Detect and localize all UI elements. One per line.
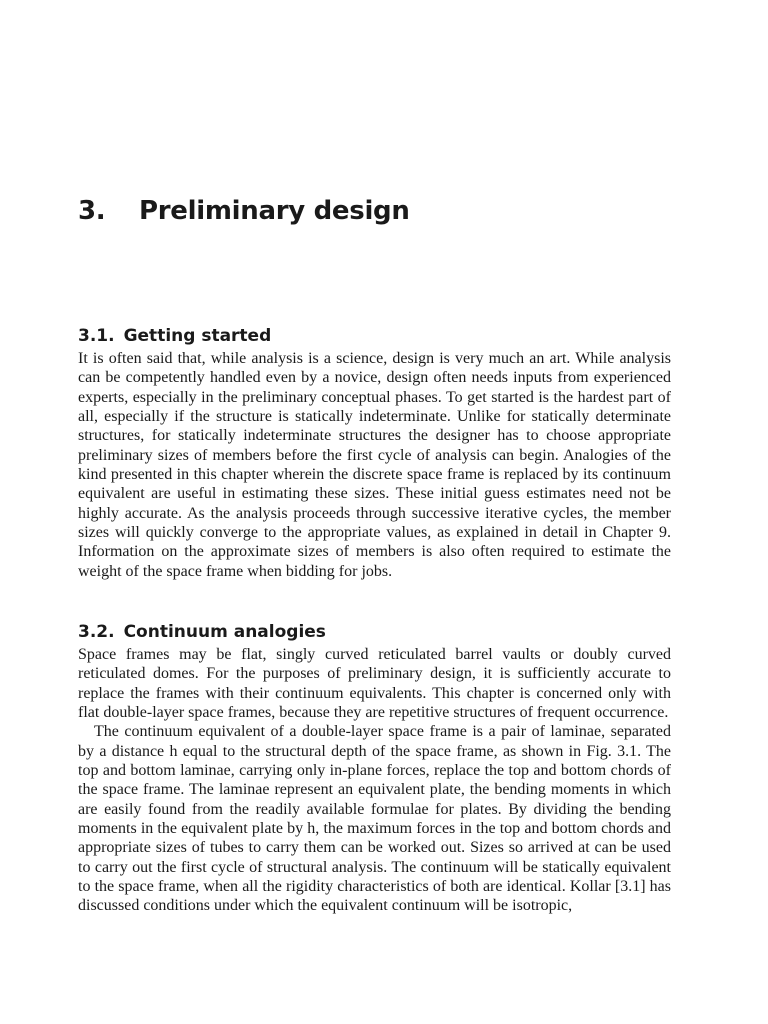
book-page — [78, 0, 671, 1024]
section-getting-started — [78, 323, 671, 581]
section-number: 3.1. — [78, 326, 115, 346]
section-heading — [78, 619, 671, 645]
body-paragraph: The continuum equivalent of a double-layer space frame is a pair of laminae, separated by a distance h equal to the structural depth of the space frame, as shown in Fig. 3.1. The top and bottom laminae, carrying only in-plane forces, replace the top and bottom chords of the space frame. The laminae represent an equivalent plate, the bending moments in which are easily found from the readily available formulae for plates. By dividing the bending moments in the equivalent plate by h, the maximum forces in the top and bottom chords and appropriate sizes of tubes to carry them can be worked out. Sizes so arrived at can be used to carry out the first cycle of structural analysis. The continuum will be statically equivalent to the space frame, when all the rigidity characteristics of both are identical. Kollar [3.1] has discussed conditions under which the equivalent continuum will be isotropic, — [78, 723, 671, 915]
section-title: Getting started — [123, 326, 272, 346]
body-paragraph: Space frames may be flat, singly curved reticulated barrel vaults or doubly curved reticulated domes. For the purposes of preliminary design, it is sufficiently accurate to replace the frames with their continuum equivalents. This chapter is concerned only with flat double-layer space frames, because they are repetitive structures of frequent occurrence. — [78, 646, 671, 722]
chapter-number: 3. — [78, 196, 106, 226]
section-continuum-analogies — [78, 619, 671, 916]
section-heading — [78, 323, 671, 349]
chapter-title: Preliminary design — [139, 196, 410, 226]
chapter-heading — [78, 193, 410, 229]
body-paragraph: It is often said that, while analysis is a science, design is very much an art. While analysis can be competently handled even by a novice, design often needs inputs from experienced experts, especially in the preliminary conceptual phases. To get started is the hardest part of all, especially if the structure is statically indeterminate. Unlike for statically determinate structures, for statically indeterminate structures the designer has to choose appropriate preliminary sizes of members before the first cycle of analysis can begin. Analogies of the kind presented in this chapter wherein the discrete space frame is replaced by its continuum equivalent are useful in estimating these sizes. These initial guess estimates need not be highly accurate. As the analysis proceeds through successive iterative cycles, the member sizes will quickly converge to the appropriate values, as explained in detail in Chapter 9. Information on the approximate sizes of members is also often required to estimate the weight of the space frame when bidding for jobs. — [78, 350, 671, 580]
section-number: 3.2. — [78, 622, 115, 642]
section-title: Continuum analogies — [123, 622, 326, 642]
